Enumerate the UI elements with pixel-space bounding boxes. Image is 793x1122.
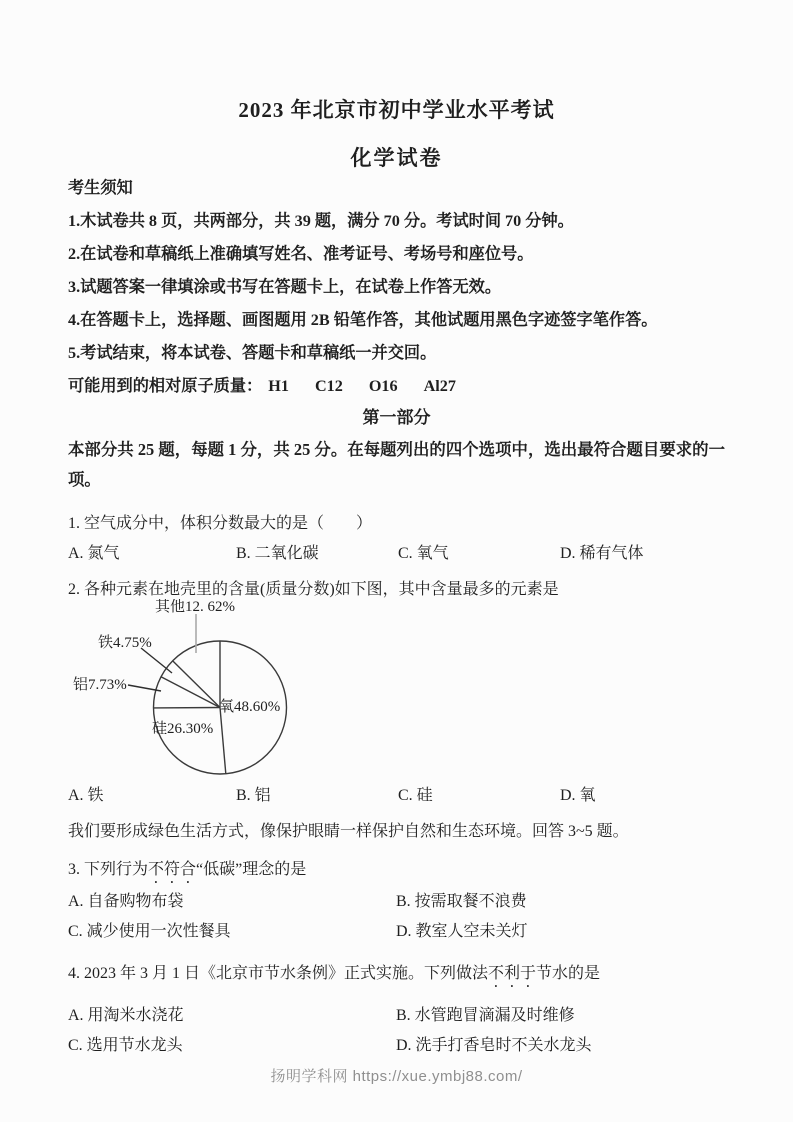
pie-chart-svg (60, 599, 410, 779)
notice-item-2: 2.在试卷和草稿纸上准确填写姓名、准考证号、考场号和座位号。 (68, 245, 534, 263)
slice-label-aluminum: 铝7.73% (73, 677, 127, 693)
question-4-text (68, 959, 725, 991)
question-3-text (68, 855, 725, 887)
q4-option-b: B. 水管跑冒滴漏及时维修 (396, 1007, 575, 1024)
slice-label-silicon: 硅26.30% (152, 721, 214, 737)
q3-text-pre: 3. 下列行为 (68, 861, 149, 878)
atomic-mass-o: O16 (368, 377, 398, 395)
q4-option-a: A. 用淘米水浇花 (68, 1007, 184, 1024)
q4-option-c: C. 选用节水龙头 (68, 1037, 183, 1054)
question-1-options (68, 539, 725, 569)
q2-option-d: D. 氧 (560, 787, 596, 804)
q4-text-pre: 4. 2023 年 3 月 1 日《北京市节水条例》正式实施。下列做法 (68, 965, 489, 982)
atomic-mass-line (68, 370, 725, 403)
atomic-mass-label: 可能用到的相对原子质量： (68, 377, 263, 395)
pie-slice-boundary (161, 677, 220, 708)
q3-option-c: C. 减少使用一次性餐具 (68, 923, 231, 940)
question-1-text: 1. 空气成分中，体积分数最大的是（ ） (68, 515, 373, 532)
q2-option-c: C. 硅 (398, 787, 433, 804)
atomic-mass-al: Al27 (423, 377, 456, 395)
question-2-options (68, 781, 725, 811)
candidate-notice (68, 172, 725, 403)
section-1-heading: 第一部分 (362, 408, 431, 427)
notice-item-5: 5.考试结束，将本试卷、答题卡和草稿纸一并交回。 (68, 344, 437, 362)
q4-option-d: D. 洗手打香皂时不关水龙头 (396, 1037, 592, 1054)
slice-label-other: 其他12. 62% (155, 599, 235, 615)
q2-option-a: A. 铁 (68, 787, 104, 804)
q3-text-emphasis: 不符合 (148, 861, 197, 878)
q3-option-b: B. 按需取餐不浪费 (396, 893, 527, 910)
footer-watermark: 扬明学科网 https://xue.ymbj88.com/ (270, 1068, 523, 1085)
notice-heading: 考生须知 (68, 179, 133, 197)
page-subtitle: 化学试卷 (350, 146, 443, 170)
q1-option-a: A. 氮气 (68, 545, 120, 562)
page-title: 2023 年北京市初中学业水平考试 (238, 98, 555, 122)
question-3-options (68, 887, 725, 947)
q3-option-a: A. 自备购物布袋 (68, 893, 184, 910)
leader-line-iron (141, 648, 172, 673)
atomic-mass-c: C12 (314, 377, 343, 395)
crust-elements-pie-chart (60, 599, 725, 779)
slice-label-iron: 铁4.75% (98, 635, 152, 651)
q4-text-emphasis: 不利于 (488, 965, 537, 982)
q3-text-post: “低碳”理念的是 (196, 861, 307, 878)
section-1-intro: 本部分共 25 题，每题 1 分，共 25 分。在每题列出的四个选项中，选出最符合题目要求的一项。 (68, 440, 725, 489)
notice-item-3: 3.试题答案一律填涂或书写在答题卡上，在试卷上作答无效。 (68, 278, 502, 296)
q1-option-c: C. 氧气 (398, 545, 449, 562)
atomic-mass-h: H1 (268, 377, 289, 395)
pie-slice-boundary (173, 661, 220, 708)
pie-boundaries (154, 641, 226, 774)
green-life-note: 我们要形成绿色生活方式，像保护眼睛一样保护自然和生态环境。回答 3~5 题。 (68, 823, 629, 840)
q3-option-d: D. 教室人空未关灯 (396, 923, 528, 940)
q1-option-d: D. 稀有气体 (560, 545, 644, 562)
notice-item-4: 4.在答题卡上，选择题、画图题用 2B 铅笔作答，其他试题用黑色字迹签字笔作答。 (68, 311, 658, 329)
q4-text-post: 节水的是 (536, 965, 601, 982)
q2-option-b: B. 铝 (236, 787, 271, 804)
notice-item-1: 1.木试卷共 8 页，共两部分，共 39 题，满分 70 分。考试时间 70 分钟。 (68, 212, 574, 230)
pie-slice-boundary (220, 708, 226, 774)
slice-label-oxygen: 氧48.60% (219, 699, 281, 715)
question-4-options (68, 1001, 725, 1061)
question-2-text: 2. 各种元素在地壳里的含量(质量分数)如下图，其中含量最多的元素是 (68, 581, 559, 598)
q1-option-b: B. 二氧化碳 (236, 545, 319, 562)
